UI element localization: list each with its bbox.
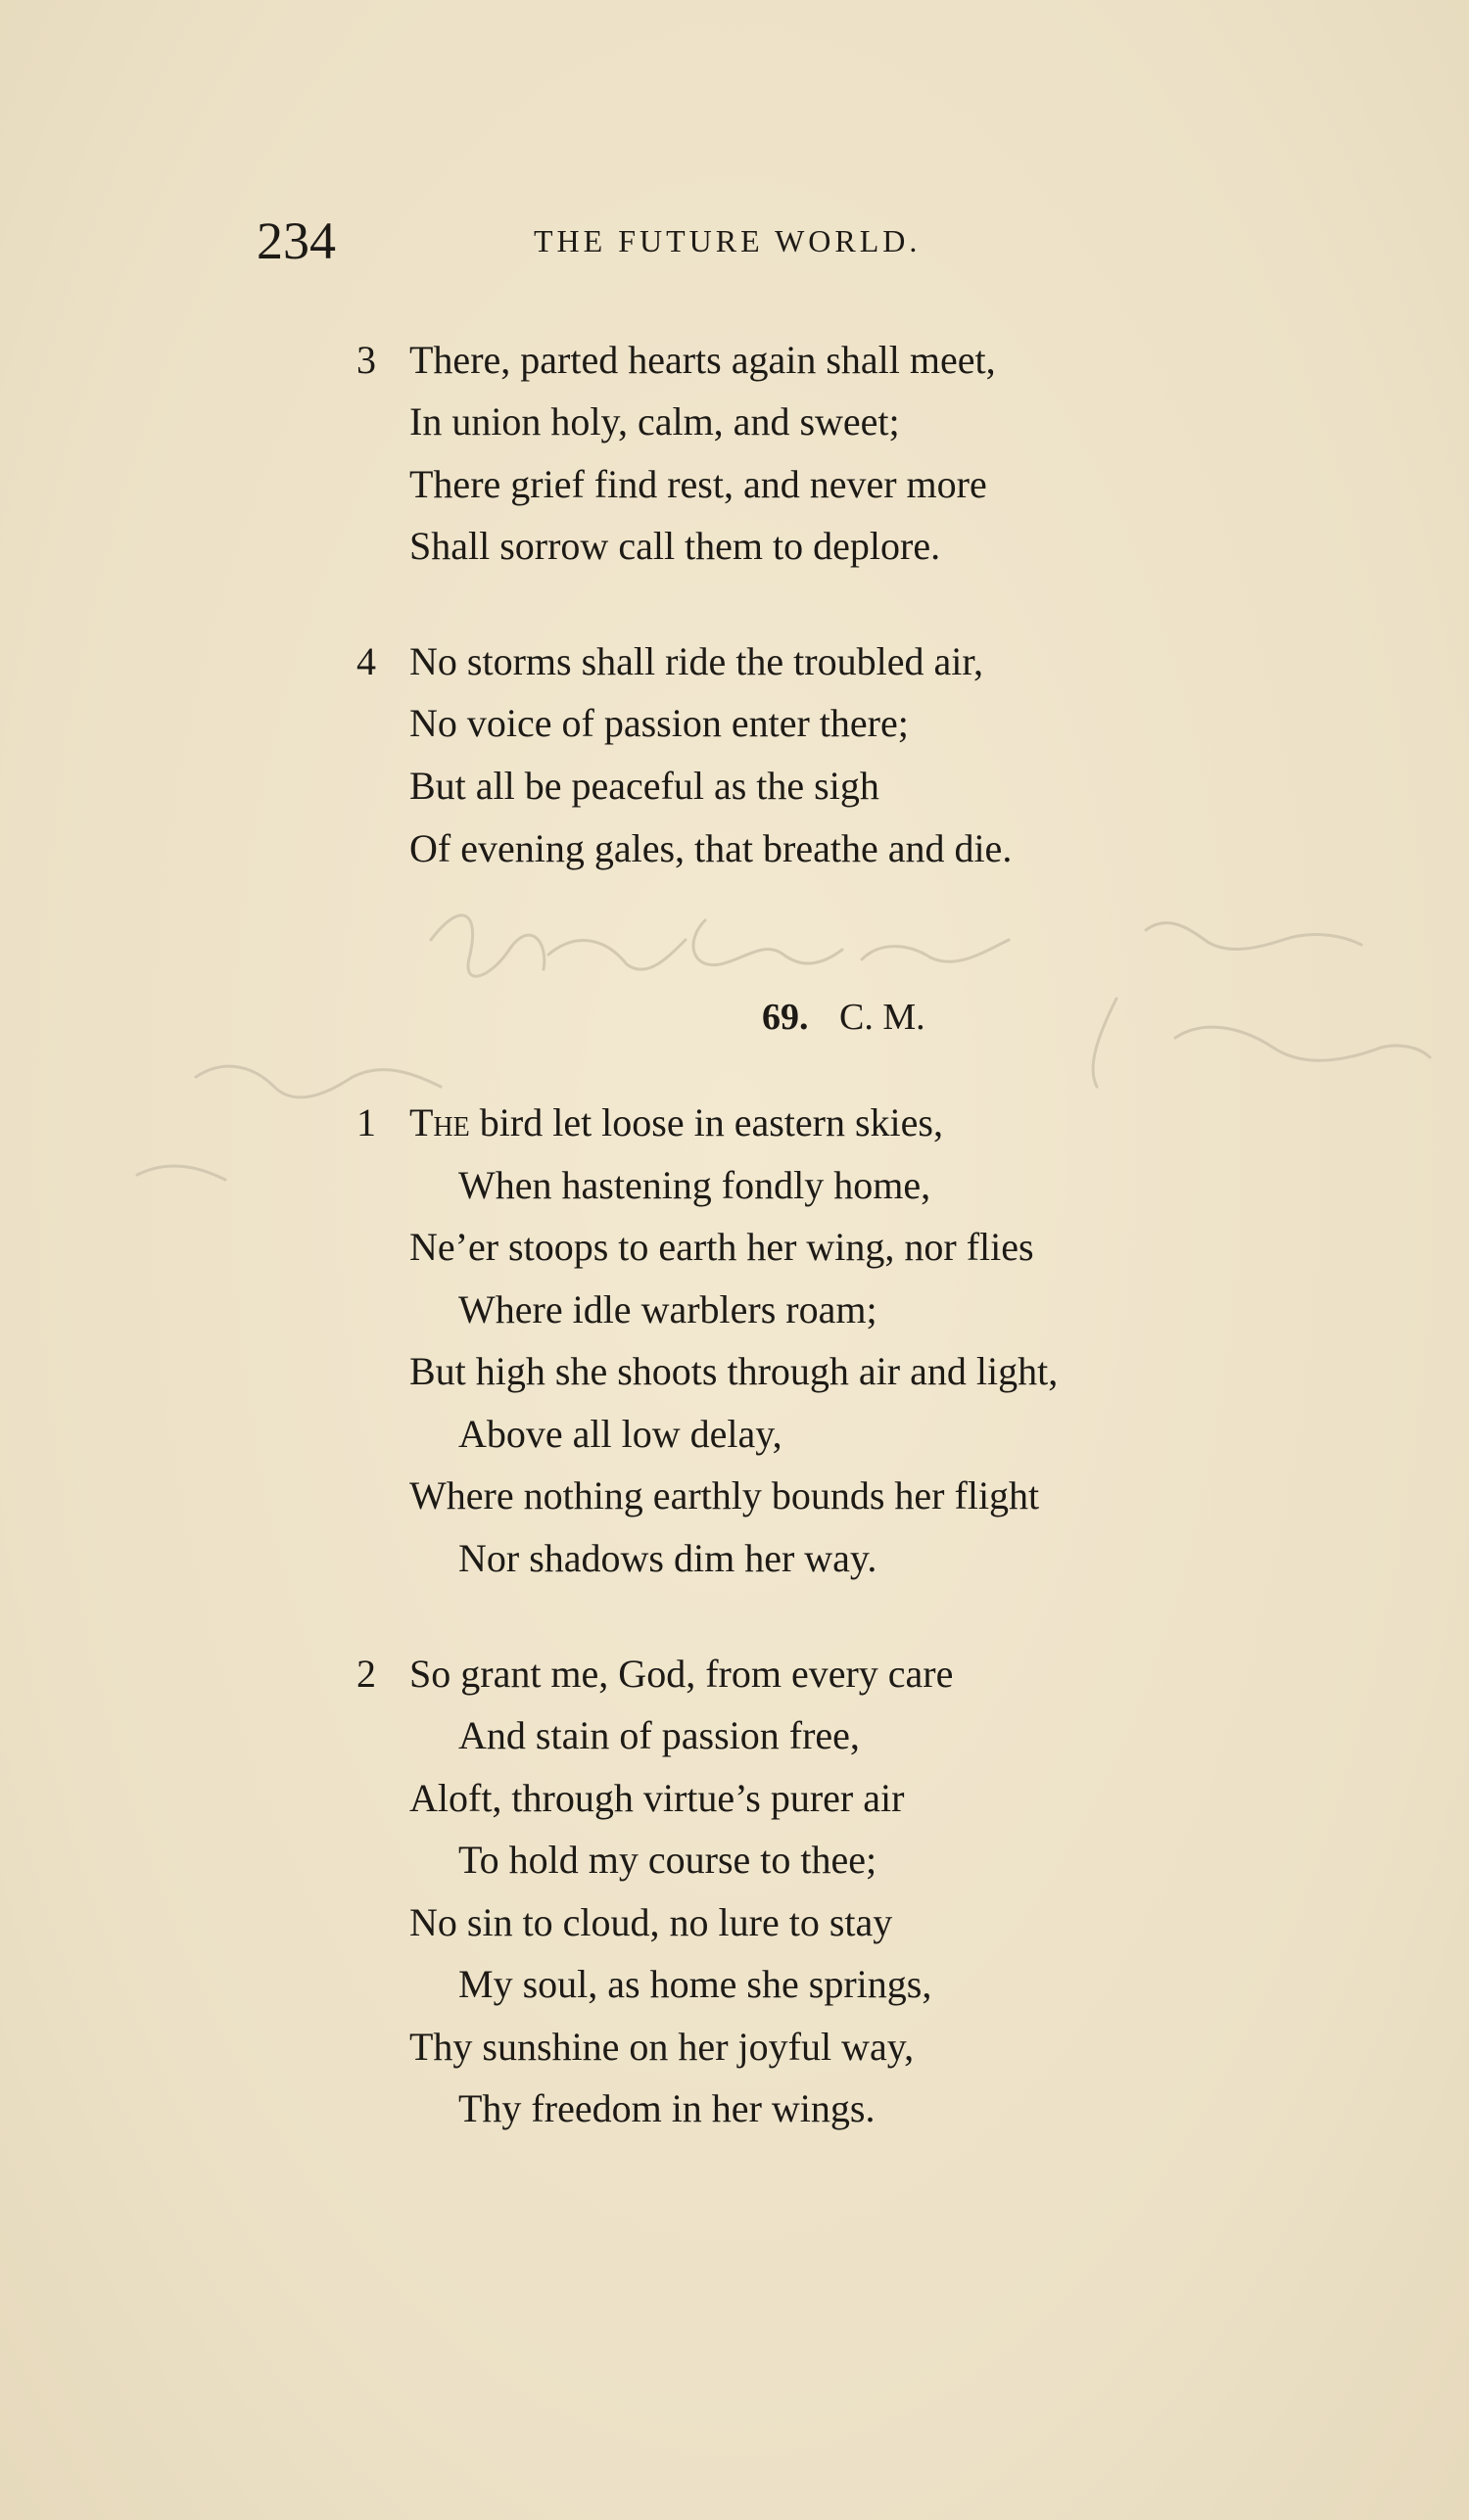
verse-line: Aloft, through virtue’s purer air xyxy=(409,1776,905,1820)
running-title: THE FUTURE WORLD. xyxy=(534,223,922,258)
verse-line-first xyxy=(409,1100,943,1145)
verse-line: There grief find rest, and never more xyxy=(409,462,987,506)
verse-line: My soul, as home she springs, xyxy=(458,1962,932,2006)
hymn-heading xyxy=(762,995,925,1040)
hymn-meter: C. M. xyxy=(839,997,925,1038)
verse-line: And stain of passion free, xyxy=(458,1713,860,1757)
verse-line: To hold my course to thee; xyxy=(458,1838,877,1882)
verse-line: In union holy, calm, and sweet; xyxy=(409,399,900,443)
stanza-number: 2 xyxy=(356,1652,376,1696)
stanza-number: 1 xyxy=(356,1100,376,1144)
stanza-number: 4 xyxy=(356,639,376,683)
verse-line: Shall sorrow call them to deplore. xyxy=(409,524,941,568)
verse-line: Ne’er stoops to earth her wing, nor flies xyxy=(409,1225,1034,1269)
verse-line: No storms shall ride the troubled air, xyxy=(409,639,984,683)
stanza-number: 3 xyxy=(356,338,376,382)
verse-line: There, parted hearts again shall meet, xyxy=(409,338,996,382)
verse-line: Above all low delay, xyxy=(458,1412,782,1456)
verse-line: No sin to cloud, no lure to stay xyxy=(409,1900,893,1944)
first-line-rest: bird let loose in eastern skies, xyxy=(469,1100,943,1144)
verse-line: Where nothing earthly bounds her flight xyxy=(409,1473,1040,1517)
verse-line: So grant me, God, from every care xyxy=(409,1652,954,1696)
verse-line: But all be peaceful as the sigh xyxy=(409,764,879,808)
verse-line: No voice of passion enter there; xyxy=(409,701,909,745)
verse-line: Nor shadows dim her way. xyxy=(458,1536,877,1580)
verse-line: Thy freedom in her wings. xyxy=(458,2086,876,2130)
first-word: The xyxy=(409,1100,470,1144)
verse-line: Thy sunshine on her joyful way, xyxy=(409,2025,915,2069)
verse-line: When hastening fondly home, xyxy=(458,1163,931,1207)
hymn-number: 69. xyxy=(762,997,809,1038)
page-number: 234 xyxy=(257,211,336,270)
page-header xyxy=(0,211,1469,280)
verse-line: Where idle warblers roam; xyxy=(458,1287,877,1331)
verse-line: But high she shoots through air and light, xyxy=(409,1349,1059,1393)
verse-line: Of evening gales, that breathe and die. xyxy=(409,826,1013,870)
